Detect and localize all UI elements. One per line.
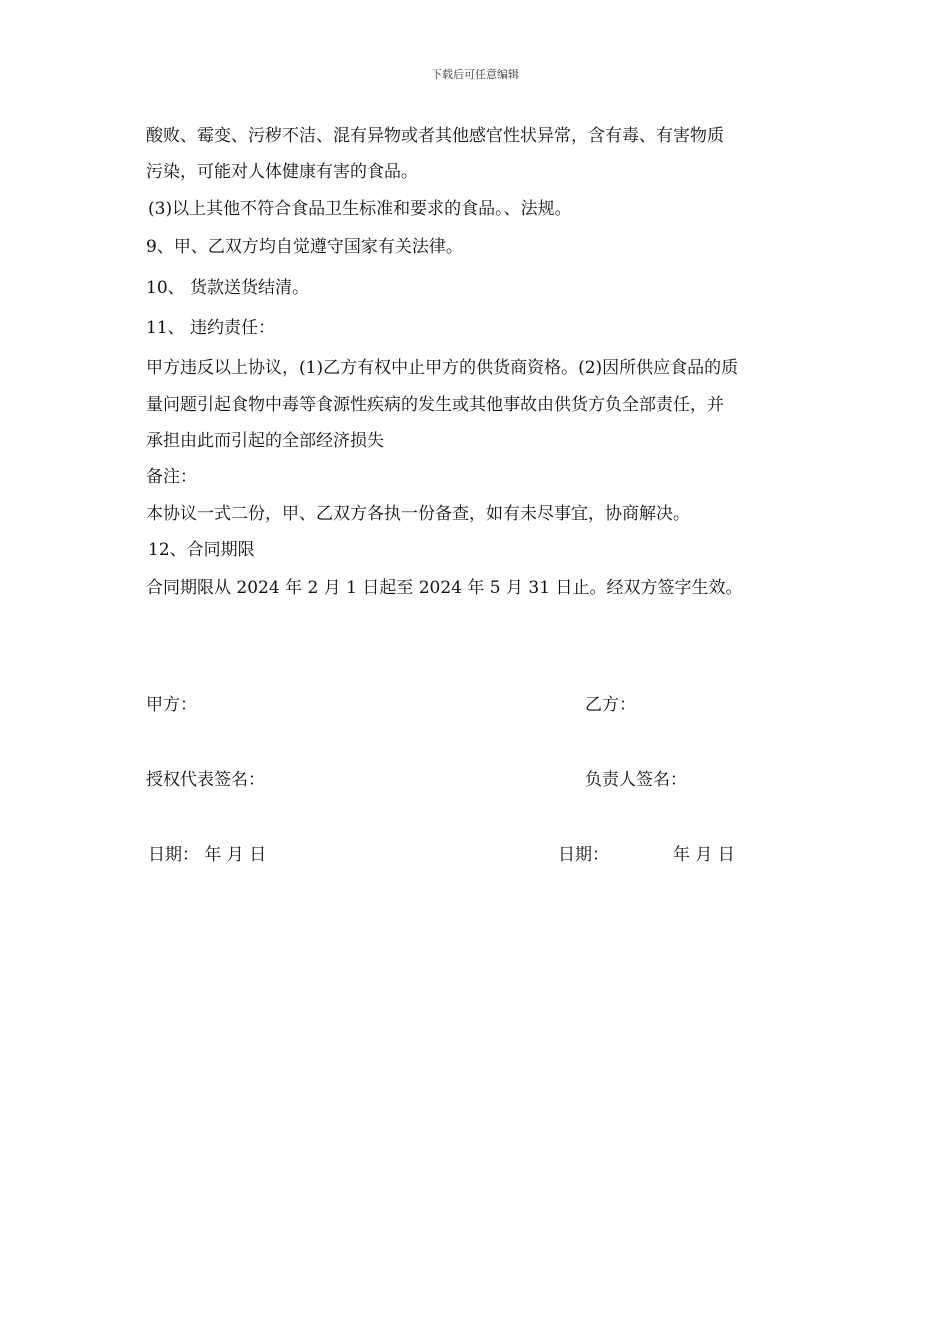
body-line-1: 酸败、霉变、污秽不洁、混有异物或者其他感官性状异常，含有毒、有害物质	[146, 126, 724, 146]
party-b-date-label: 日期：	[558, 845, 609, 865]
breach-line-2: 量问题引起食物中毒等食源性疾病的发生或其他事故由供货方负全部责任，并	[146, 395, 724, 415]
party-b-label: 乙方：	[585, 695, 636, 715]
breach-line-1: 甲方违反以上协议，(1)乙方有权中止甲方的供货商资格。(2)因所供应食品的质	[146, 358, 739, 378]
breach-line-3: 承担由此而引起的全部经济损失	[146, 431, 384, 451]
party-b-date-ymd: 年 月 日	[673, 845, 735, 865]
party-b-rep-label: 负责人签名：	[585, 770, 687, 790]
clause-10: 10、 货款送货结清。	[146, 278, 310, 298]
party-a-date: 日期： 年 月 日	[148, 845, 267, 865]
party-a-label: 甲方：	[146, 695, 197, 715]
remarks-label: 备注：	[146, 467, 197, 487]
body-line-2: 污染，可能对人体健康有害的食品。	[146, 162, 418, 182]
clause-12-heading: 12、合同期限	[148, 540, 255, 560]
page-header-note: 下载后可任意编辑	[431, 68, 519, 81]
contract-term: 合同期限从 2024 年 2 月 1 日起至 2024 年 5 月 31 日止。经双方签字生效。	[146, 578, 743, 598]
remarks-text: 本协议一式二份，甲、乙双方各执一份备查，如有未尽事宜，协商解决。	[146, 504, 690, 524]
body-line-3: (3)以上其他不符合食品卫生标准和要求的食品。、法规。	[148, 199, 572, 219]
party-a-rep-label: 授权代表签名：	[146, 770, 265, 790]
clause-11-heading: 11、 违约责任：	[146, 318, 276, 338]
clause-9: 9、甲、乙双方均自觉遵守国家有关法律。	[146, 237, 463, 257]
